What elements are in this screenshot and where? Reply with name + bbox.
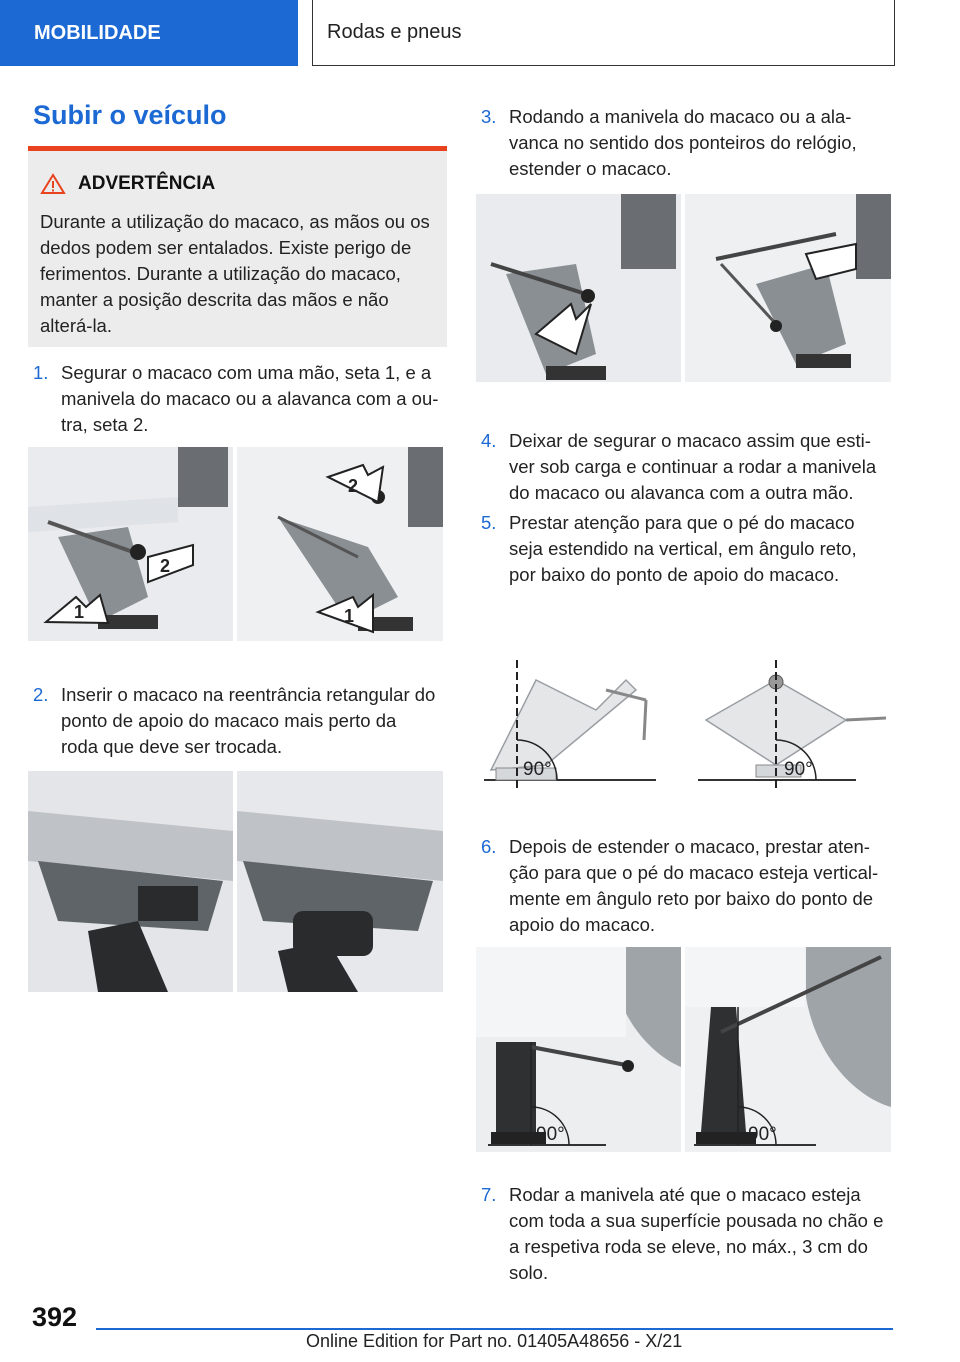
step-number: 5.: [481, 512, 497, 533]
step-line: seja estendido na vertical, em ângulo reto,: [509, 538, 857, 559]
step-number: 3.: [481, 106, 497, 127]
arrow-1-label: 1: [74, 602, 85, 622]
step-line: ção para que o pé do macaco esteja vertical-: [509, 862, 879, 883]
step-number: 6.: [481, 836, 497, 857]
warning-label: ADVERTÊNCIA: [78, 173, 216, 194]
step-line: ponto de apoio do macaco mais perto da: [61, 710, 397, 731]
chapter-label: Rodas e pneus: [327, 21, 462, 43]
step-line: apoio do macaco.: [509, 914, 656, 935]
warning-text: Durante a utilização do macaco, as mãos ou os dedos podem ser entalados. Existe perigo de ferimentos. Durante a utilização do macaco, manter a posição descrita das mãos e não alterá-la.: [40, 211, 430, 336]
step-line: roda que deve ser trocada.: [61, 736, 283, 757]
step-line: por baixo do ponto de apoio do macaco.: [509, 564, 840, 585]
step-number: 7.: [481, 1184, 497, 1205]
step-line: vanca no sentido dos ponteiros do relógio,: [509, 132, 857, 153]
angle-label: 90°: [784, 759, 813, 780]
arrow-2-label: 2: [160, 556, 171, 576]
step-line: tra, seta 2.: [61, 414, 149, 435]
step-line: mente em ângulo reto por baixo do ponto de: [509, 888, 874, 909]
page-title: Subir o veículo: [33, 100, 227, 130]
page-number: 392: [32, 1302, 78, 1332]
step-line: Deixar de segurar o macaco assim que esti-: [509, 430, 871, 451]
right-angle-diagram: [476, 640, 891, 795]
step-line: do macaco ou alavanca com a outra mão.: [509, 482, 854, 503]
step-line: Inserir o macaco na reentrância retangular do: [61, 684, 436, 705]
footer-divider: [96, 1328, 893, 1330]
footer-edition: Online Edition for Part no. 01405A48656 - X/21: [306, 1331, 683, 1351]
warning-triangle-icon: [40, 173, 66, 195]
step-line: Prestar atenção para que o pé do macaco: [509, 512, 855, 533]
step-line: ver sob carga e continuar a rodar a manivela: [509, 456, 877, 477]
chapter-header: [312, 0, 895, 66]
step-line: a respetiva roda se eleve, no máx., 3 cm do: [509, 1236, 868, 1257]
warning-heading: [40, 173, 215, 195]
section-label: MOBILIDADE: [34, 21, 161, 44]
section-tab: [0, 0, 298, 66]
jack-vertical-figure: [476, 947, 891, 1152]
angle-label: 90°: [536, 1124, 565, 1145]
angle-label: 90°: [748, 1124, 777, 1145]
step-line: estender o macaco.: [509, 158, 672, 179]
step-line: Rodando a manivela do macaco ou a ala-: [509, 106, 852, 127]
step-line: solo.: [509, 1262, 549, 1283]
warning-box: [28, 146, 447, 347]
step-line: manivela do macaco ou a alavanca com a ou-: [61, 388, 439, 409]
step-number: 1.: [33, 362, 49, 383]
step-line: com toda a sua superfície pousada no chão e: [509, 1210, 884, 1231]
arrow-1-label: 1: [344, 606, 355, 626]
step-line: Segurar o macaco com uma mão, seta 1, e a: [61, 362, 432, 383]
step-number: 2.: [33, 684, 49, 705]
step-line: Rodar a manivela até que o macaco esteja: [509, 1184, 861, 1205]
step-line: Depois de estender o macaco, prestar aten-: [509, 836, 870, 857]
angle-label: 90°: [523, 759, 552, 780]
jack-holding-figure: [28, 447, 443, 641]
jack-extending-figure: [476, 194, 891, 382]
jack-point-figure: [28, 771, 443, 992]
arrow-2-label: 2: [348, 476, 359, 496]
step-number: 4.: [481, 430, 497, 451]
